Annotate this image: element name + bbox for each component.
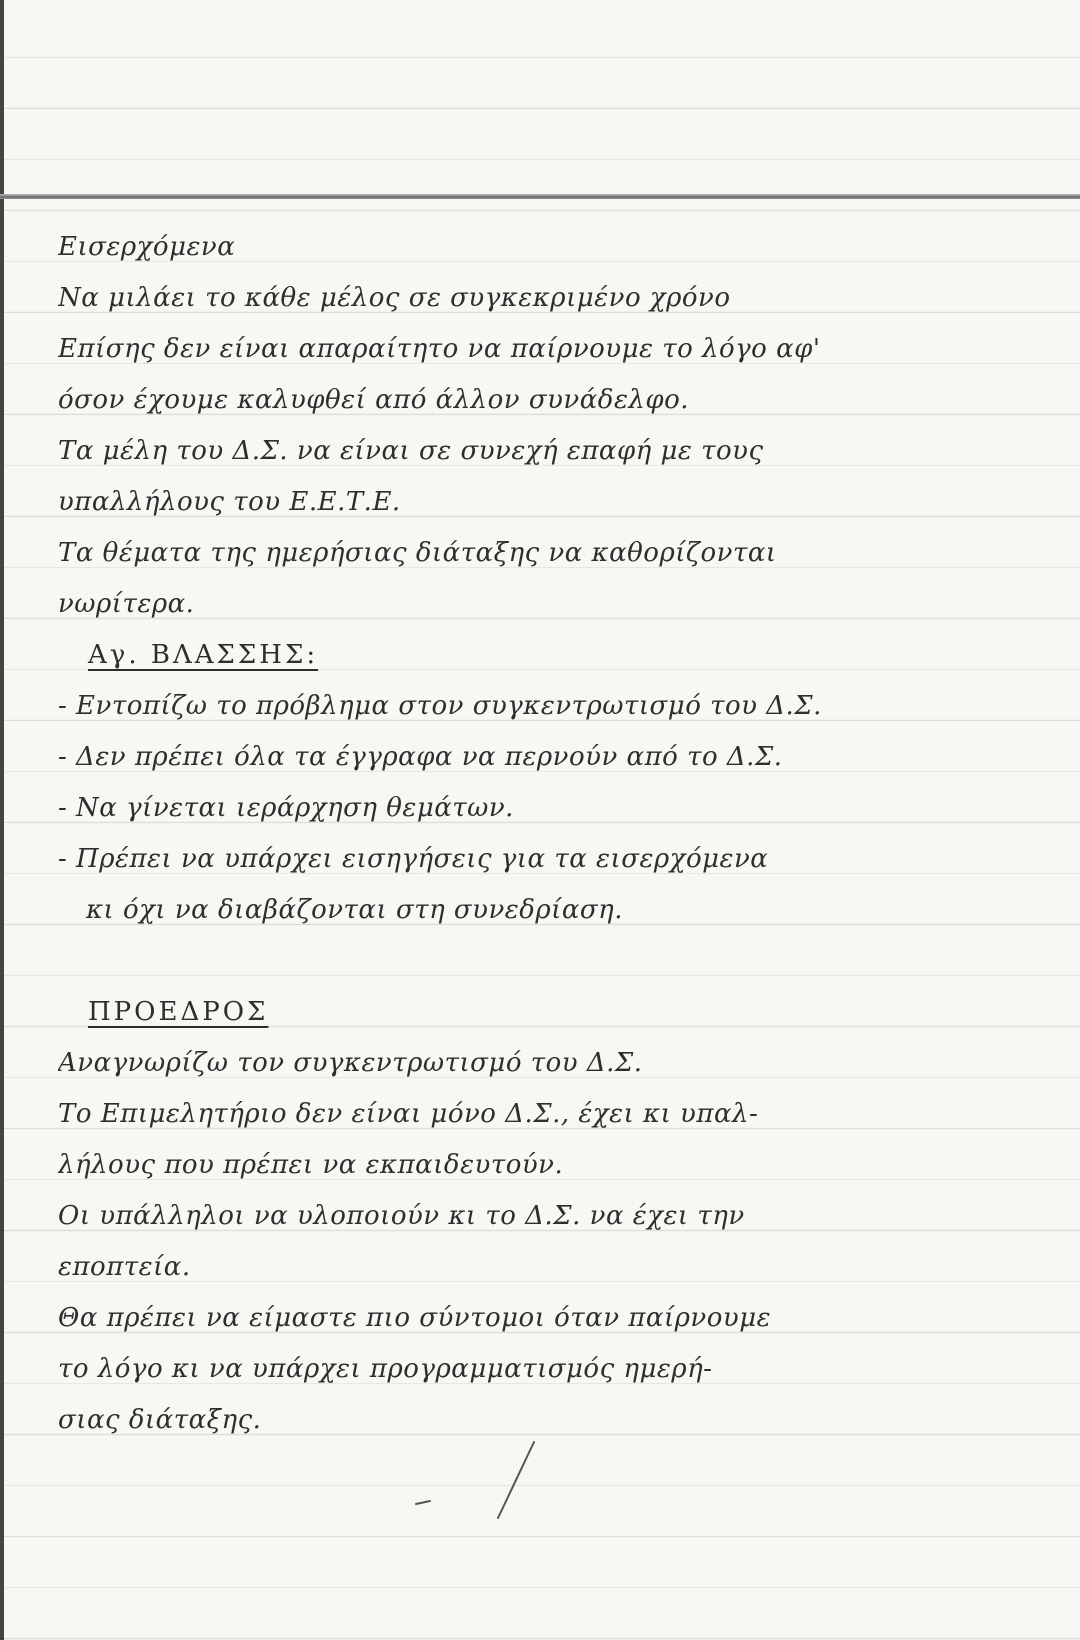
note-line: Τα θέματα της ημερήσιας διάταξης να καθορίζονται: [58, 538, 777, 568]
page-edge: [0, 0, 4, 1640]
speaker-heading: [58, 987, 1058, 1038]
note-line: Επίσης δεν είναι απαραίτητο να παίρνουμε το λόγο αφ': [58, 334, 821, 364]
note-line: Τα μέλη του Δ.Σ. να είναι σε συνεχή επαφή με τους: [58, 436, 764, 466]
note-line: Εισερχόμενα: [58, 232, 236, 262]
note-line: - Δεν πρέπει όλα τα έγγραφα να περνούν από το Δ.Σ.: [58, 742, 783, 772]
closing-dash-mark: [414, 1498, 434, 1508]
blank-line: [58, 936, 1058, 987]
handwritten-notes: [58, 222, 1058, 1446]
closing-slash-mark: [476, 1440, 536, 1520]
note-line: λήλους που πρέπει να εκπαιδευτούν.: [58, 1150, 564, 1180]
note-line: Οι υπάλληλοι να υλοποιούν κι το Δ.Σ. να έχει την: [58, 1201, 745, 1231]
heading-text: ΠΡΟΕΔΡΟΣ: [88, 997, 269, 1027]
top-margin-rule: [0, 194, 1080, 199]
note-line: όσον έχουμε καλυφθεί από άλλον συνάδελφο.: [58, 385, 689, 415]
note-line: εποπτεία.: [58, 1252, 191, 1282]
note-line: Αναγνωρίζω τον συγκεντρωτισμό του Δ.Σ.: [58, 1048, 643, 1078]
note-line: Θα πρέπει να είμαστε πιο σύντομοι όταν παίρνουμε: [58, 1303, 772, 1333]
note-line: το λόγο κι να υπάρχει προγραμματισμός ημερή-: [58, 1354, 713, 1384]
note-line: σιας διάταξης.: [58, 1405, 262, 1435]
note-line: Να μιλάει το κάθε μέλος σε συγκεκριμένο χρόνο: [58, 283, 731, 313]
note-line: - Να γίνεται ιεράρχηση θεμάτων.: [58, 793, 514, 823]
note-line: υπαλλήλους του Ε.Ε.Τ.Ε.: [58, 487, 401, 517]
speaker-heading: [58, 630, 1058, 681]
note-line: - Εντοπίζω το πρόβλημα στον συγκεντρωτισμό του Δ.Σ.: [58, 691, 822, 721]
note-line: - Πρέπει να υπάρχει εισηγήσεις για τα εισερχόμενα: [58, 844, 769, 874]
heading-text: Αγ. ΒΛΑΣΣΗΣ:: [88, 640, 319, 670]
note-line: νωρίτερα.: [58, 589, 195, 619]
note-line: Το Επιμελητήριο δεν είναι μόνο Δ.Σ., έχει κι υπαλ-: [58, 1099, 759, 1129]
note-line: κι όχι να διαβάζονται στη συνεδρίαση.: [86, 895, 624, 925]
